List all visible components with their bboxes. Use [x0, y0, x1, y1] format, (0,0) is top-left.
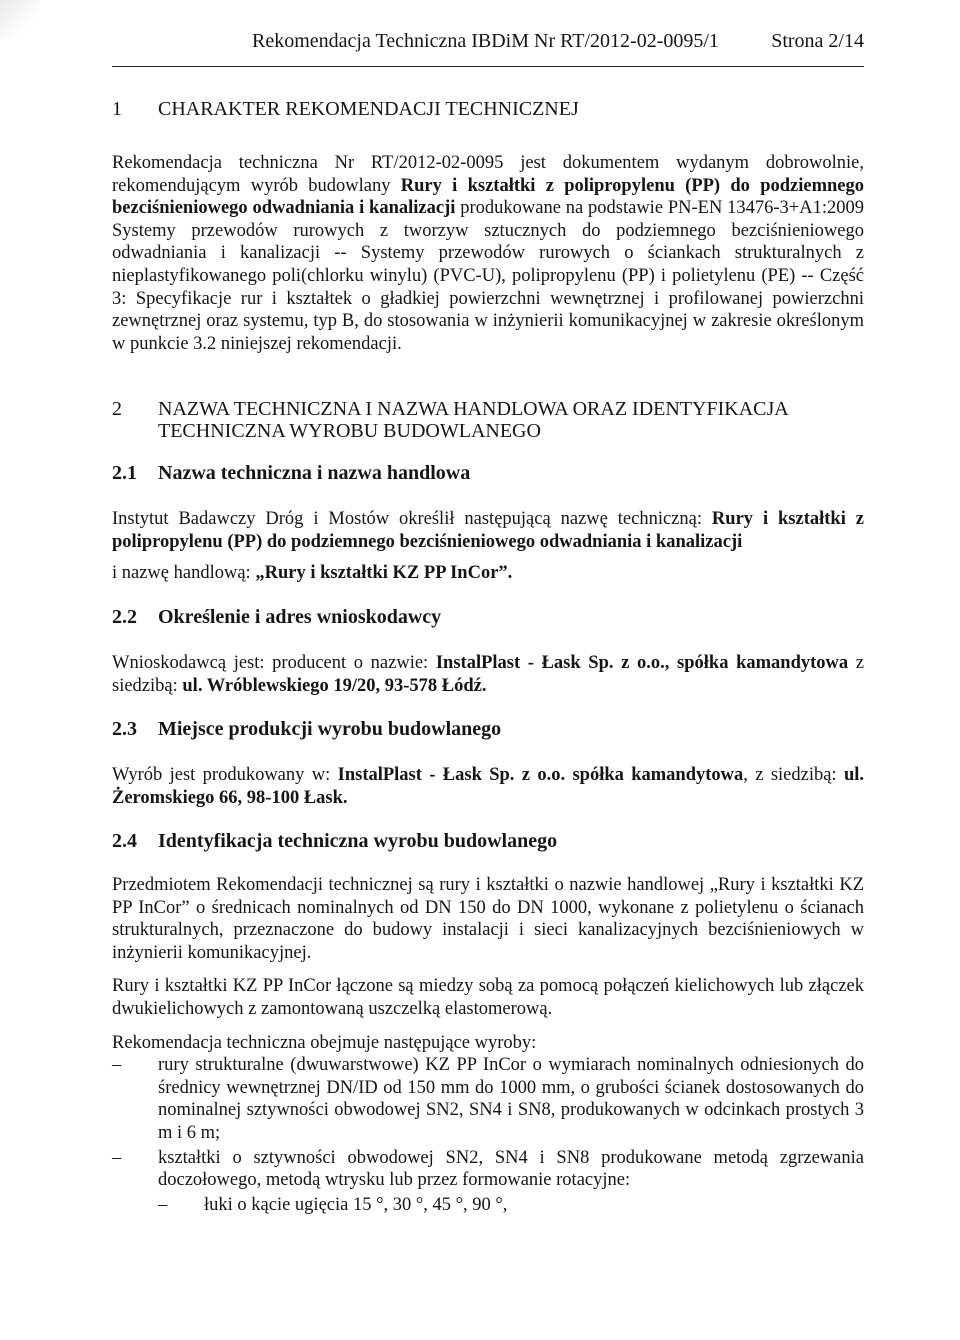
subsection-2-4-heading: 2.4 Identyfikacja techniczna wyrobu budowlanego — [112, 830, 558, 852]
subsection-2-3-text: Wyrób jest produkowany w: InstalPlast - Łask Sp. z o.o. spółka kamandytowa, z siedzibą: ul. Żeromskiego 66, 98-100 Łask. — [112, 765, 865, 808]
section-number: 2 — [112, 398, 122, 420]
section-title: NAZWA TECHNICZNA I NAZWA HANDLOWA ORAZ IDENTYFIKACJA TECHNICZNA WYROBU BUDOWLANEGO — [158, 398, 788, 442]
paragraph: Przedmiotem Rekomendacji technicznej są rury i kształtki o nazwie handlowej „Rury i kształtki KZ PP InCor” o średnicach nominalnych od DN 150 do DN 1000, wykonane z polietylenu o ścianach strukturalnych, przeznaczone do budowy instalacji i sieci kanalizacyjnych bezciśnieniowych w inżynierii komunikacyjnej. — [112, 875, 864, 963]
subsection-2-1-heading: 2.1 Nazwa techniczna i nazwa handlowa — [112, 462, 471, 484]
section-title: CHARAKTER REKOMENDACJI TECHNICZNEJ — [158, 98, 579, 120]
section-1-paragraph: Rekomendacja techniczna Nr RT/2012-02-0095 jest dokumentem wydanym dobrowolnie, rekomendującym wyrób budowlany Rury i kształtki z polipropylenu (PP) do podziemnego bezciśnieniowego odwadniania i kanalizacji produkowane na podstawie PN-EN 13476-3+A1:2009 Systemy przewodów rurowych z tworzyw sztucznych do podziemnego bezciśnieniowego odwadniania i kanalizacji -- Systemy przewodów rurowych o ściankach strukturalnych z nieplastyfikowanego poli(chlorku winylu) (PVC-U), polipropylenu (PP) i polietylenu (PE) -- Część 3: Specyfikacje rur i kształtek o gładkiej powierzchni wewnętrznej i profilowanej powierzchni zewnętrznej oraz systemu, typ B, do stosowania w inżynierii komunikacyjnej w zakresie określonym w punkcie 3.2 niniejszej rekomendacji. — [112, 153, 864, 354]
list-item: – kształtki o sztywności obwodowej SN2, SN4 i SN8 produkowane metodą zgrzewania doczołowego, metodą wtrysku lub przez formowanie rotacyjne: — [112, 1147, 864, 1191]
section-2-heading — [112, 398, 864, 442]
section-number: 1 — [112, 98, 122, 120]
list-item: – rury strukturalne (dwuwarstwowe) KZ PP InCor o wymiarach nominalnych odniesionych do średnicy wewnętrznej DN/ID od 150 mm do 1000 mm, o grubości ścianek dostosowanych do nominalnej sztywności obwodowej SN2, SN4 i SN8, produkowanych w odcinkach prostych 3 m i 6 m; — [112, 1055, 864, 1143]
page-number: Strona 2/14 — [771, 30, 864, 52]
section-1-heading — [112, 98, 864, 122]
header-rule — [112, 66, 864, 67]
subsection-2-4-text — [112, 874, 864, 1216]
subsection-2-2-text: Wnioskodawcą jest: producent o nazwie: InstalPlast - Łask Sp. z o.o., spółka kamandytowa z siedzibą: ul. Wróblewskiego 19/20, 93-578 Łódź. — [112, 653, 864, 696]
subsection-2-1-text: Instytut Badawczy Dróg i Mostów określił następującą nazwę techniczną: Rury i kształtki z polipropylenu (PP) do podziemnego bezciśnieniowego odwadniania i kanalizacji i nazwę handlową: „Rury i kształtki KZ PP InCor”. — [112, 509, 864, 584]
paragraph: Rury i kształtki KZ PP InCor łączone są miedzy sobą za pomocą połączeń kielichowych lub złączek dwukielichowych z zamontowaną uszczelką elastomerową. — [112, 976, 864, 1019]
paragraph: Rekomendacja techniczna obejmuje następujące wyroby: — [112, 1032, 537, 1053]
document-title: Rekomendacja Techniczna IBDiM Nr RT/2012-02-0095/1 — [252, 30, 719, 52]
product-list — [112, 1054, 864, 1216]
subsection-2-3-heading: 2.3 Miejsce produkcji wyrobu budowlanego — [112, 718, 502, 740]
scan-shadow — [0, 0, 40, 40]
subsection-2-2-heading: 2.2 Określenie i adres wnioskodawcy — [112, 606, 442, 628]
list-subitem: – łuki o kącie ugięcia 15 °, 30 °, 45 °, 90 °, — [158, 1194, 508, 1215]
